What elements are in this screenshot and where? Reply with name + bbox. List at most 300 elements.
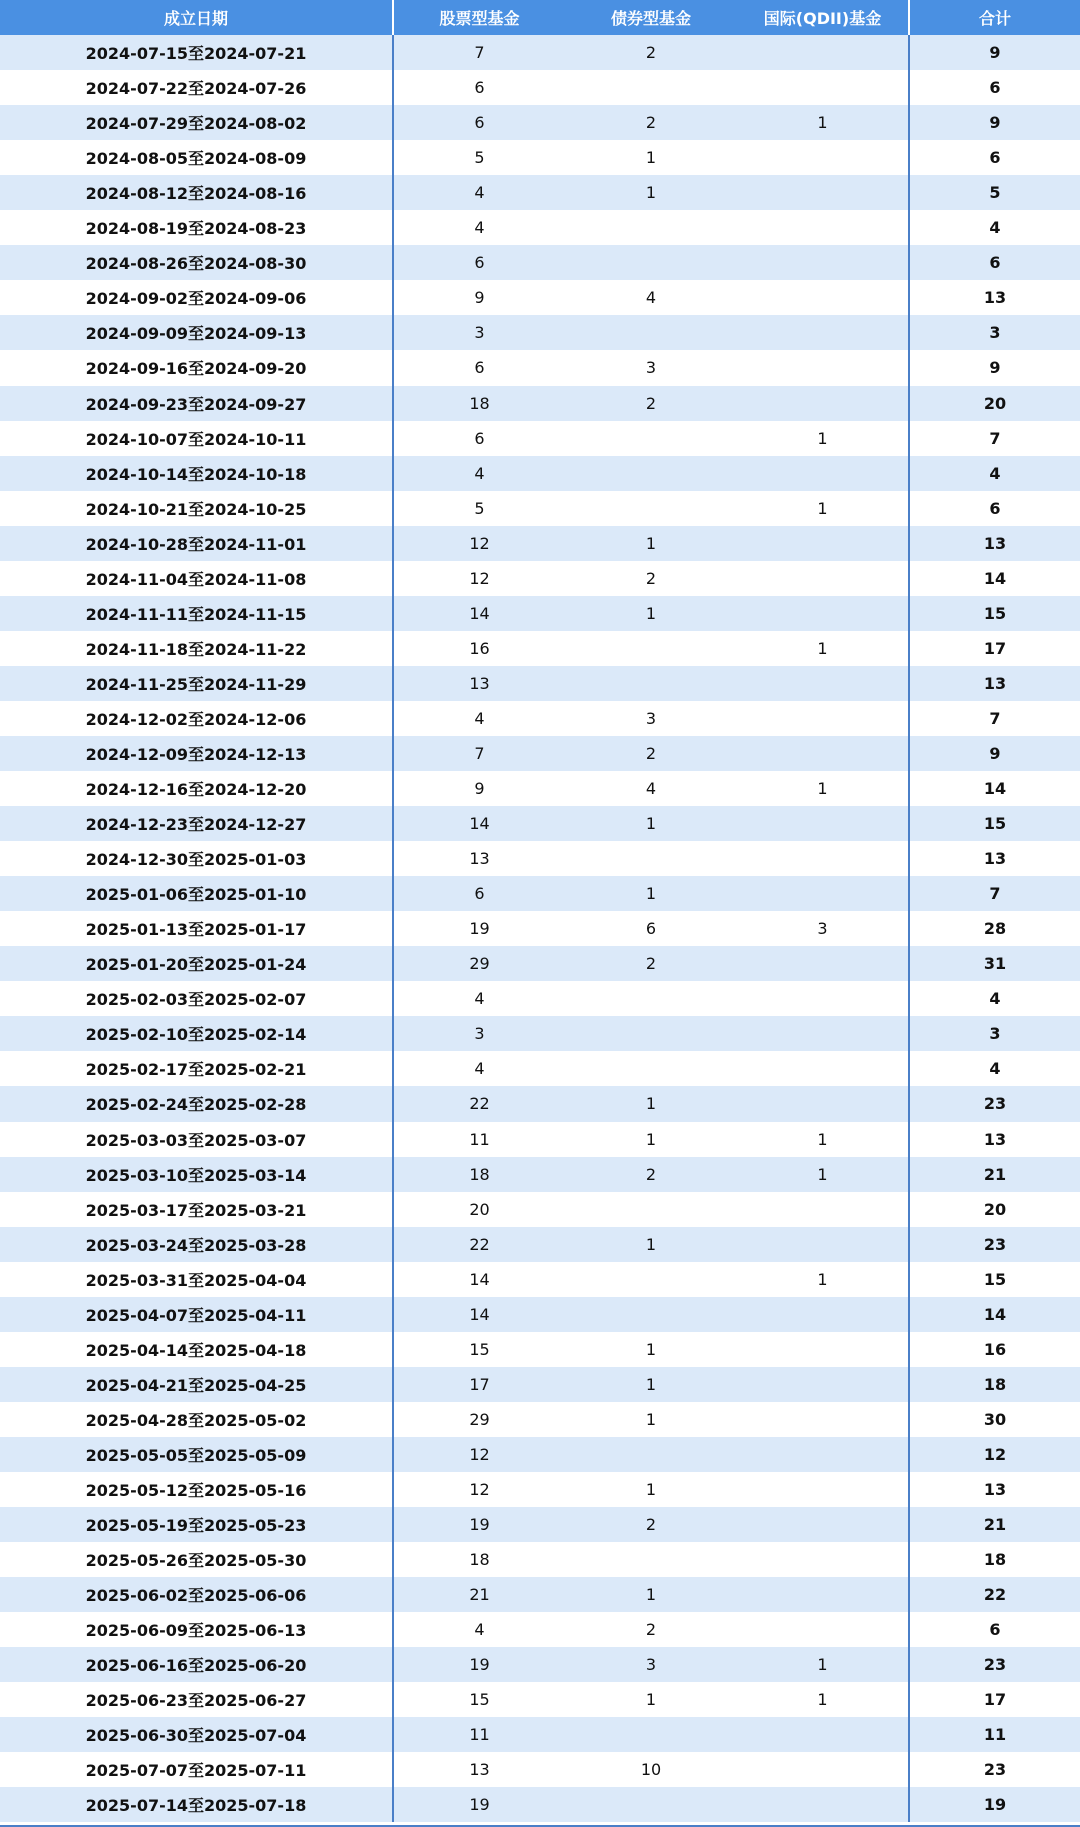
qdii-fund-cell (737, 140, 908, 175)
table-row (0, 1647, 1080, 1682)
table-row (0, 1752, 1080, 1787)
bond-fund-cell (565, 1262, 737, 1297)
date-cell: 2025-04-07至2025-04-11 (0, 1297, 394, 1332)
stock-fund-cell: 7 (474, 43, 485, 63)
total-cell: 11 (908, 1717, 1080, 1752)
date-cell: 2025-03-10至2025-03-14 (0, 1157, 394, 1192)
qdii-fund-cell (737, 1717, 908, 1752)
total-cell: 14 (908, 771, 1080, 806)
date-cell: 2024-11-25至2024-11-29 (0, 666, 394, 701)
total-cell: 7 (908, 876, 1080, 911)
bond-fund-cell (565, 456, 737, 491)
total-cell: 6 (908, 491, 1080, 526)
stock-fund-cell: 13 (469, 673, 490, 693)
qdii-fund-cell: 3 (817, 919, 828, 939)
bond-fund-cell (565, 1192, 737, 1227)
total-cell: 23 (908, 1752, 1080, 1787)
bond-fund-cell (565, 315, 737, 350)
stock-fund-cell: 14 (469, 1304, 490, 1324)
total-cell: 9 (908, 350, 1080, 385)
date-cell: 2025-01-20至2025-01-24 (0, 946, 394, 981)
table-row (0, 631, 1080, 666)
table-row (0, 386, 1080, 421)
qdii-fund-cell (737, 1752, 908, 1787)
stock-fund-cell: 9 (474, 779, 485, 799)
total-cell: 23 (908, 1227, 1080, 1262)
table-row (0, 245, 1080, 280)
total-cell: 12 (908, 1437, 1080, 1472)
total-cell: 9 (908, 736, 1080, 771)
qdii-fund-cell (737, 210, 908, 245)
bond-fund-cell (565, 1787, 737, 1822)
date-cell: 2025-03-17至2025-03-21 (0, 1192, 394, 1227)
qdii-fund-cell (737, 1787, 908, 1822)
stock-fund-cell: 6 (474, 113, 485, 133)
bond-fund-cell: 1 (645, 884, 657, 904)
date-cell: 2024-10-14至2024-10-18 (0, 456, 394, 491)
date-cell: 2024-07-22至2024-07-26 (0, 70, 394, 105)
qdii-fund-cell: 1 (817, 638, 828, 658)
qdii-fund-cell (737, 1332, 908, 1367)
qdii-fund-cell (737, 1192, 908, 1227)
qdii-fund-cell (737, 70, 908, 105)
table-row (0, 1507, 1080, 1542)
qdii-fund-cell (737, 736, 908, 771)
stock-fund-cell: 16 (469, 638, 490, 658)
total-cell: 6 (908, 245, 1080, 280)
stock-fund-cell: 4 (474, 989, 485, 1009)
stock-fund-cell: 17 (469, 1374, 490, 1394)
table-row (0, 1051, 1080, 1086)
table-row (0, 946, 1080, 981)
qdii-fund-cell (737, 1297, 908, 1332)
header-total: 合计 (908, 0, 1080, 35)
stock-fund-cell: 12 (469, 1479, 490, 1499)
total-cell: 15 (908, 806, 1080, 841)
qdii-fund-cell: 1 (817, 428, 828, 448)
qdii-fund-cell (737, 1051, 908, 1086)
qdii-fund-cell (737, 841, 908, 876)
bond-fund-cell: 1 (645, 814, 657, 834)
total-cell: 4 (908, 981, 1080, 1016)
total-cell: 14 (908, 1297, 1080, 1332)
date-cell: 2025-04-14至2025-04-18 (0, 1332, 394, 1367)
qdii-fund-cell (737, 350, 908, 385)
total-cell: 7 (908, 701, 1080, 736)
table-row (0, 175, 1080, 210)
total-cell: 7 (908, 421, 1080, 456)
qdii-fund-cell: 1 (817, 1269, 828, 1289)
bond-fund-cell: 2 (645, 954, 657, 974)
qdii-fund-cell (737, 1402, 908, 1437)
date-cell: 2024-10-07至2024-10-11 (0, 421, 394, 456)
qdii-fund-cell: 1 (817, 1690, 828, 1710)
stock-fund-cell: 3 (474, 323, 485, 343)
total-cell: 13 (908, 1122, 1080, 1157)
date-cell: 2025-03-03至2025-03-07 (0, 1122, 394, 1157)
qdii-fund-cell (737, 456, 908, 491)
qdii-fund-cell (737, 1367, 908, 1402)
total-cell: 21 (908, 1507, 1080, 1542)
table-row (0, 280, 1080, 315)
stock-fund-cell: 12 (469, 1444, 490, 1464)
qdii-fund-cell (737, 526, 908, 561)
stock-fund-cell: 19 (469, 919, 490, 939)
bond-fund-cell: 2 (645, 568, 657, 588)
total-cell: 20 (908, 1192, 1080, 1227)
bond-fund-cell: 1 (645, 1409, 657, 1429)
bond-fund-cell (565, 841, 737, 876)
stock-fund-cell: 11 (469, 1129, 490, 1149)
stock-fund-cell: 22 (469, 1234, 490, 1254)
table-row (0, 666, 1080, 701)
table-row (0, 1717, 1080, 1752)
date-cell: 2025-03-31至2025-04-04 (0, 1262, 394, 1297)
table-row (0, 1157, 1080, 1192)
qdii-fund-cell (737, 806, 908, 841)
table-row (0, 350, 1080, 385)
bond-fund-cell: 2 (645, 113, 657, 133)
stock-fund-cell: 14 (469, 814, 490, 834)
table-row (0, 596, 1080, 631)
date-cell: 2024-09-02至2024-09-06 (0, 280, 394, 315)
total-cell: 6 (908, 70, 1080, 105)
bond-fund-cell (565, 491, 737, 526)
stock-fund-cell: 7 (474, 744, 485, 763)
total-cell: 3 (908, 315, 1080, 350)
table-row (0, 736, 1080, 771)
table-header-row (0, 0, 1080, 35)
stock-fund-cell: 14 (469, 1269, 490, 1289)
bond-fund-cell: 1 (645, 1585, 657, 1605)
table-row (0, 1297, 1080, 1332)
date-cell: 2025-05-05至2025-05-09 (0, 1437, 394, 1472)
total-cell: 5 (908, 175, 1080, 210)
stock-fund-cell: 12 (469, 568, 490, 588)
qdii-fund-cell (737, 876, 908, 911)
stock-fund-cell: 4 (474, 463, 485, 483)
bond-fund-cell (565, 1542, 737, 1577)
bond-fund-cell: 1 (645, 1374, 657, 1394)
header-stock-fund: 股票型基金 (439, 9, 520, 29)
date-cell: 2025-06-30至2025-07-04 (0, 1717, 394, 1752)
qdii-fund-cell (737, 561, 908, 596)
stock-fund-cell: 21 (469, 1585, 490, 1605)
header-bond-fund: 债券型基金 (610, 9, 691, 29)
bond-fund-cell: 1 (645, 1129, 657, 1149)
stock-fund-cell: 4 (474, 1059, 485, 1079)
total-cell: 4 (908, 1051, 1080, 1086)
total-cell: 13 (908, 280, 1080, 315)
table-row (0, 105, 1080, 140)
date-cell: 2024-07-29至2024-08-02 (0, 105, 394, 140)
table-row (0, 771, 1080, 806)
stock-fund-cell: 6 (474, 78, 485, 98)
total-cell: 13 (908, 841, 1080, 876)
table-row (0, 1016, 1080, 1051)
total-cell: 6 (908, 1612, 1080, 1647)
stock-fund-cell: 5 (474, 498, 485, 518)
total-cell: 28 (908, 911, 1080, 946)
table-row (0, 701, 1080, 736)
table-row (0, 210, 1080, 245)
date-cell: 2024-10-28至2024-11-01 (0, 526, 394, 561)
stock-fund-cell: 4 (474, 218, 485, 238)
bond-fund-cell: 4 (645, 288, 657, 308)
table-row (0, 526, 1080, 561)
bond-fund-cell (565, 1437, 737, 1472)
date-cell: 2024-08-19至2024-08-23 (0, 210, 394, 245)
stock-fund-cell: 18 (469, 1164, 490, 1184)
date-cell: 2024-12-16至2024-12-20 (0, 771, 394, 806)
bond-fund-cell (565, 1016, 737, 1051)
header-qdii-fund: 国际(QDII)基金 (763, 9, 882, 29)
bond-fund-cell: 1 (645, 1234, 657, 1254)
table-row (0, 1402, 1080, 1437)
table-row (0, 1332, 1080, 1367)
total-cell: 4 (908, 210, 1080, 245)
date-cell: 2025-02-17至2025-02-21 (0, 1051, 394, 1086)
table-row (0, 421, 1080, 456)
table-row (0, 35, 1080, 70)
stock-fund-cell: 19 (469, 1515, 490, 1535)
stock-fund-cell: 6 (474, 884, 485, 904)
bond-fund-cell (565, 666, 737, 701)
table-row (0, 981, 1080, 1016)
total-cell: 22 (908, 1577, 1080, 1612)
qdii-fund-cell (737, 1612, 908, 1647)
date-cell: 2025-05-12至2025-05-16 (0, 1472, 394, 1507)
table-row (0, 1577, 1080, 1612)
total-cell: 15 (908, 1262, 1080, 1297)
table-row (0, 1612, 1080, 1647)
bond-fund-cell: 3 (645, 358, 657, 378)
stock-fund-cell: 15 (469, 1339, 490, 1359)
table-row (0, 140, 1080, 175)
bond-fund-cell: 4 (645, 779, 657, 799)
date-cell: 2025-05-19至2025-05-23 (0, 1507, 394, 1542)
bond-fund-cell: 2 (645, 1620, 657, 1640)
bond-fund-cell: 2 (645, 1164, 657, 1184)
stock-fund-cell: 4 (474, 708, 485, 728)
total-cell: 20 (908, 386, 1080, 421)
bond-fund-cell (565, 1051, 737, 1086)
stock-fund-cell: 15 (469, 1690, 490, 1710)
stock-fund-cell: 6 (474, 253, 485, 273)
bond-fund-cell: 2 (645, 43, 657, 63)
stock-fund-cell: 9 (474, 288, 485, 308)
table-row (0, 1227, 1080, 1262)
bond-fund-cell: 1 (645, 1094, 657, 1114)
stock-fund-cell: 4 (474, 1620, 485, 1640)
stock-fund-cell: 11 (469, 1725, 490, 1745)
stock-fund-cell: 14 (469, 603, 490, 623)
bond-fund-cell (565, 245, 737, 280)
bond-fund-cell: 1 (645, 1339, 657, 1359)
bond-fund-cell: 1 (645, 1479, 657, 1499)
bond-fund-cell: 2 (645, 744, 657, 763)
date-cell: 2024-08-12至2024-08-16 (0, 175, 394, 210)
qdii-fund-cell (737, 280, 908, 315)
total-cell: 13 (908, 526, 1080, 561)
qdii-fund-cell: 1 (817, 1164, 828, 1184)
table-row (0, 561, 1080, 596)
total-cell: 19 (908, 1787, 1080, 1822)
table-row (0, 1086, 1080, 1121)
date-cell: 2025-01-06至2025-01-10 (0, 876, 394, 911)
total-cell: 14 (908, 561, 1080, 596)
bond-fund-cell (565, 421, 737, 456)
table-row (0, 491, 1080, 526)
total-cell: 13 (908, 666, 1080, 701)
qdii-fund-cell (737, 1577, 908, 1612)
date-cell: 2025-06-09至2025-06-13 (0, 1612, 394, 1647)
table-row (0, 1682, 1080, 1717)
stock-fund-cell: 3 (474, 1024, 485, 1044)
qdii-fund-cell: 1 (817, 779, 828, 799)
total-cell: 18 (908, 1542, 1080, 1577)
table-row (0, 1542, 1080, 1577)
qdii-fund-cell (737, 35, 908, 70)
date-cell: 2024-12-23至2024-12-27 (0, 806, 394, 841)
stock-fund-cell: 18 (469, 1550, 490, 1570)
date-cell: 2024-11-04至2024-11-08 (0, 561, 394, 596)
total-cell: 9 (908, 35, 1080, 70)
table-row (0, 1472, 1080, 1507)
date-cell: 2025-05-26至2025-05-30 (0, 1542, 394, 1577)
qdii-fund-cell (737, 1472, 908, 1507)
date-cell: 2024-10-21至2024-10-25 (0, 491, 394, 526)
table-row (0, 70, 1080, 105)
qdii-fund-cell: 1 (817, 1129, 828, 1149)
total-cell: 31 (908, 946, 1080, 981)
stock-fund-cell: 19 (469, 1795, 490, 1815)
qdii-fund-cell (737, 175, 908, 210)
qdii-fund-cell (737, 701, 908, 736)
qdii-fund-cell: 1 (817, 1655, 828, 1675)
bond-fund-cell: 1 (645, 533, 657, 553)
date-cell: 2025-04-28至2025-05-02 (0, 1402, 394, 1437)
bond-fund-cell: 10 (640, 1760, 662, 1780)
table-row (0, 876, 1080, 911)
qdii-fund-cell (737, 1437, 908, 1472)
bond-fund-cell: 1 (645, 183, 657, 203)
stock-fund-cell: 29 (469, 1409, 490, 1429)
date-cell: 2025-01-13至2025-01-17 (0, 911, 394, 946)
qdii-fund-cell (737, 1507, 908, 1542)
qdii-fund-cell: 1 (817, 498, 828, 518)
qdii-fund-cell (737, 245, 908, 280)
bond-fund-cell: 1 (645, 603, 657, 623)
table-row (0, 1122, 1080, 1157)
table-row (0, 911, 1080, 946)
date-cell: 2025-02-24至2025-02-28 (0, 1086, 394, 1121)
date-cell: 2025-07-07至2025-07-11 (0, 1752, 394, 1787)
total-cell: 9 (908, 105, 1080, 140)
date-cell: 2025-04-21至2025-04-25 (0, 1367, 394, 1402)
date-cell: 2025-03-24至2025-03-28 (0, 1227, 394, 1262)
bond-fund-cell: 2 (645, 393, 657, 413)
table-row (0, 841, 1080, 876)
date-cell: 2024-09-16至2024-09-20 (0, 350, 394, 385)
qdii-fund-cell (737, 1227, 908, 1262)
table-row (0, 1262, 1080, 1297)
qdii-fund-cell (737, 386, 908, 421)
stock-fund-cell: 20 (469, 1199, 490, 1219)
stock-fund-cell: 18 (469, 393, 490, 413)
qdii-fund-cell (737, 596, 908, 631)
total-cell: 17 (908, 1682, 1080, 1717)
total-cell: 13 (908, 1472, 1080, 1507)
total-cell: 18 (908, 1367, 1080, 1402)
qdii-fund-cell (737, 315, 908, 350)
date-cell: 2024-07-15至2024-07-21 (0, 35, 394, 70)
stock-fund-cell: 12 (469, 533, 490, 553)
qdii-fund-cell (737, 981, 908, 1016)
total-cell: 3 (908, 1016, 1080, 1051)
date-cell: 2025-07-14至2025-07-18 (0, 1787, 394, 1822)
date-cell: 2024-11-18至2024-11-22 (0, 631, 394, 666)
bond-fund-cell (565, 981, 737, 1016)
total-cell: 6 (908, 140, 1080, 175)
bond-fund-cell: 1 (645, 1690, 657, 1710)
bond-fund-cell (565, 1717, 737, 1752)
total-cell: 15 (908, 596, 1080, 631)
qdii-fund-cell (737, 1086, 908, 1121)
total-cell: 23 (908, 1086, 1080, 1121)
bond-fund-cell (565, 631, 737, 666)
table-row (0, 1787, 1080, 1822)
table-row (0, 315, 1080, 350)
stock-fund-cell: 19 (469, 1655, 490, 1675)
bond-fund-cell: 6 (645, 919, 657, 939)
date-cell: 2025-06-23至2025-06-27 (0, 1682, 394, 1717)
bond-fund-cell (565, 210, 737, 245)
qdii-fund-cell (737, 1016, 908, 1051)
date-cell: 2024-09-23至2024-09-27 (0, 386, 394, 421)
bond-fund-cell: 3 (645, 1655, 657, 1675)
qdii-fund-cell (737, 666, 908, 701)
date-cell: 2024-12-02至2024-12-06 (0, 701, 394, 736)
total-cell: 4 (908, 456, 1080, 491)
date-cell: 2024-08-05至2024-08-09 (0, 140, 394, 175)
bond-fund-cell: 3 (645, 708, 657, 728)
table-row (0, 1367, 1080, 1402)
total-cell: 17 (908, 631, 1080, 666)
qdii-fund-cell (737, 946, 908, 981)
date-cell: 2024-08-26至2024-08-30 (0, 245, 394, 280)
stock-fund-cell: 4 (474, 183, 485, 203)
table-row (0, 1437, 1080, 1472)
bond-fund-cell (565, 70, 737, 105)
stock-fund-cell: 6 (474, 428, 485, 448)
date-cell: 2025-02-03至2025-02-07 (0, 981, 394, 1016)
bond-fund-cell: 2 (645, 1515, 657, 1535)
stock-fund-cell: 5 (474, 148, 485, 168)
header-date: 成立日期 (0, 0, 394, 35)
qdii-fund-cell (737, 1542, 908, 1577)
table-row (0, 806, 1080, 841)
date-cell: 2024-09-09至2024-09-13 (0, 315, 394, 350)
date-cell: 2025-06-02至2025-06-06 (0, 1577, 394, 1612)
total-cell: 21 (908, 1157, 1080, 1192)
date-cell: 2025-06-16至2025-06-20 (0, 1647, 394, 1682)
stock-fund-cell: 29 (469, 954, 490, 974)
total-cell: 23 (908, 1647, 1080, 1682)
table-row (0, 456, 1080, 491)
bond-fund-cell (565, 1297, 737, 1332)
total-cell: 16 (908, 1332, 1080, 1367)
